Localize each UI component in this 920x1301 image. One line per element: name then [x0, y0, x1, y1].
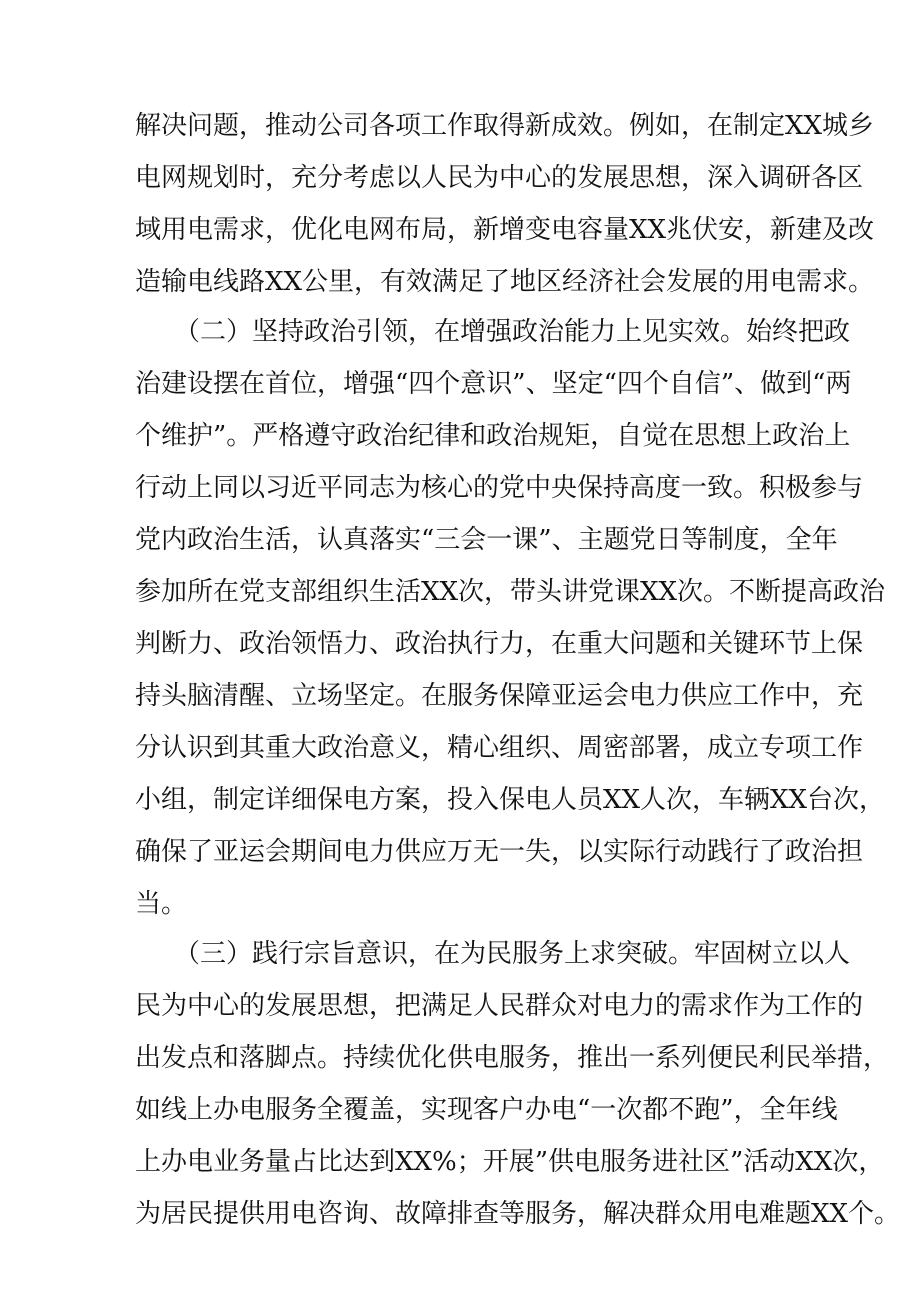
- paragraph-2-line: 持头脑清醒、立场坚定。在服务保障亚运会电力供应工作中，充: [135, 681, 864, 711]
- paragraph-2-line: 治建设摆在首位，增强“四个意识”、坚定“四个自信”、做到“两: [135, 369, 852, 399]
- paragraph-2-line: 判断力、政治领悟力、政治执行力，在重大问题和关键环节上保: [135, 629, 864, 659]
- paragraph-3-line: 如线上办电服务全覆盖，实现客户办电“一次都不跑”，全年线: [135, 1095, 838, 1125]
- paragraph-2-line: 行动上同以习近平同志为核心的党中央保持高度一致。积极参与: [135, 473, 864, 503]
- paragraph-2-line: 确保了亚运会期间电力供应万无一失，以实际行动践行了政治担: [135, 837, 864, 867]
- paragraph-3-line: 上办电业务量占比达到XX%；开展”供电服务进社区”活动XX次，: [135, 1147, 885, 1177]
- paragraph-3: [135, 928, 901, 1240]
- paragraph-2-line: 小组，制定详细保电方案，投入保电人员XX人次，车辆XX台次，: [135, 785, 886, 815]
- paragraph-2-line: 当。: [135, 889, 188, 919]
- paragraph-3-line: 出发点和落脚点。持续优化供电服务，推出一系列便民利民举措，: [135, 1043, 890, 1073]
- paragraph-1: [135, 100, 875, 308]
- paragraph-2-line: 分认识到其重大政治意义，精心组织、周密部署，成立专项工作: [135, 733, 864, 763]
- paragraph-1-line: 域用电需求，优化电网布局，新增变电容量XX兆伏安，新建及改: [135, 215, 875, 245]
- paragraph-2-line: 党内政治生活，认真落实“三会一课”、主题党日等制度，全年: [135, 525, 838, 555]
- paragraph-2: [135, 306, 886, 930]
- paragraph-3-line: 为居民提供用电咨询、故障排查等服务，解决群众用电难题XX个。: [135, 1199, 901, 1229]
- paragraph-2-line: 参加所在党支部组织生活XX次，带头讲党课XX次。不断提高政治: [135, 577, 886, 607]
- paragraph-3-line: 民为中心的发展思想，把满足人民群众对电力的需求作为工作的: [135, 991, 864, 1021]
- paragraph-2-line: （二）坚持政治引领，在增强政治能力上见实效。始终把政: [135, 317, 851, 347]
- paragraph-1-line: 电网规划时，充分考虑以人民为中心的发展思想，深入调研各区: [135, 163, 864, 193]
- paragraph-1-line: 解决问题，推动公司各项工作取得新成效。例如，在制定XX城乡: [135, 111, 875, 141]
- paragraph-2-line: 个维护”。严格遵守政治纪律和政治规矩，自觉在思想上政治上: [135, 421, 851, 451]
- paragraph-1-line: 造输电线路XX公里，有效满足了地区经济社会发展的用电需求。: [135, 267, 875, 297]
- paragraph-3-line: （三）践行宗旨意识，在为民服务上求突破。牢固树立以人: [135, 939, 851, 969]
